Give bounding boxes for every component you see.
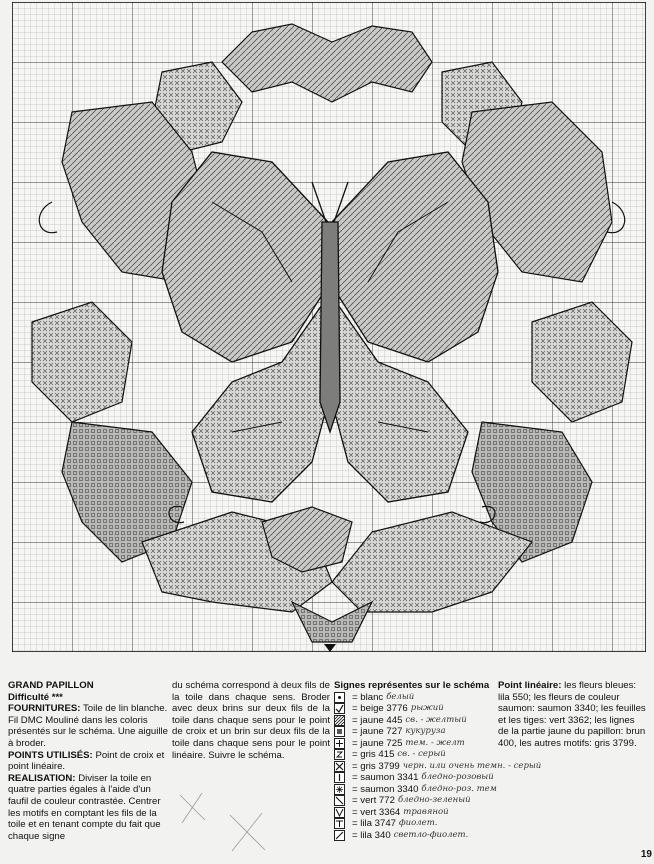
legend-item: = jaune 727 кукуруза [334,726,496,738]
instructions-continued: du schéma correspond à deux fils de la toile dans chaque sens. Broder avec deux brins sur deux fils de la toile dans chaque sens pour le point de croix et un brin sur deux fils de la toile dans chaque sens pour le point linéaire. Suivre le schéma. [172,680,330,761]
instructions-label: REALISATION: [8,772,76,784]
supplies-text: Toile de lin blanche. Fil DMC Mouliné dans les coloris présentés sur le schéma. Une aiguille à broder. [8,703,168,749]
handwritten-note: кукуруза [405,726,446,737]
handwritten-note: тем. - желт [405,737,465,748]
linear-stitch-column [498,680,646,750]
supplies [8,703,168,749]
stitches [8,750,168,773]
symbol-hatch-icon [334,715,345,726]
symbol-diagonal-icon [334,830,345,841]
symbol-t-icon [334,818,345,829]
legend-item: = vert 772 бледно-зеленый [334,795,496,807]
legend-item: = lila 340 светло-фиолет. [334,830,496,842]
legend-item: = saumon 3341 бледно-розовый [334,772,496,784]
linear-stitch-text: les fleurs bleues: lila 550; les fleurs de couleur saumon: saumon 3340; les feuilles et les tiges: vert 3362; les lignes de la partie jaune du papillon: brun 400, les autres motifs: gris 3799. [498,680,646,749]
handwritten-note: бледно-зеленый [397,795,471,806]
handwritten-note: белый [386,691,415,702]
symbol-cross-icon [334,761,345,772]
legend-item: = saumon 3340 бледно-роз. тем [334,784,496,796]
handwritten-note: бледно-роз. тем [421,783,497,794]
linear-stitch [498,680,646,750]
stitches-text: Point de croix et point linéaire. [8,749,165,773]
legend-list [334,691,542,842]
continuation-column [172,680,330,761]
handwritten-note: травяной [403,806,449,817]
symbol-dot-icon [334,692,345,703]
legend-item: = jaune 725 тем. - желт [334,738,496,750]
legend-item: = jaune 445 св. - желтый [334,715,496,727]
handwritten-note: светло-фиолет. [393,829,469,840]
legend-item: = vert 3364 травяной [334,807,496,819]
stitches-label: POINTS UTILISÉS: [8,749,93,761]
instructions [8,773,168,843]
symbol-star-icon [334,784,345,795]
legend-heading: Signes représentes sur le schéma [334,680,490,691]
legend-item: = beige 3776 рыжий [334,703,496,715]
symbol-z-icon [334,749,345,760]
pencil-marks [170,775,280,855]
supplies-label: FOURNITURES: [8,703,81,715]
handwritten-note: рыжий [410,703,444,714]
chart-grid [12,2,646,652]
symbol-v-icon [334,807,345,818]
cross-stitch-chart [12,2,646,652]
symbol-bar-icon [334,772,345,783]
symbol-backslash-icon [334,795,345,806]
handwritten-note: бледно-розовый [421,772,494,783]
instructions-text: Diviser la toile en quatre parties égales à l'aide d'un faufil de couleur contrastée. Centrer les motifs en comptant les fils de la toile et en tenant compte du fait que chaque signe [8,772,161,842]
legend-item: = lila 3747 фиолет. [334,818,496,830]
handwritten-note: черн. или очень темн. - серый [402,760,542,771]
symbol-check-icon [334,703,345,714]
symbol-square-icon [334,726,345,737]
legend-item: = gris 415 св. - серый [334,749,496,761]
page-number: 19 [640,849,652,860]
symbol-plus-icon [334,738,345,749]
linear-stitch-label: Point linéaire: [498,680,562,691]
legend-item: = gris 3799 черн. или очень темн. - серый [334,761,496,773]
pattern-title: GRAND PAPILLON [8,680,94,691]
handwritten-note: св. - желтый [405,714,467,725]
difficulty: Difficulté *** [8,691,63,703]
intro-column [8,680,168,842]
handwritten-note: св. - серый [397,749,446,760]
legend-item: = blanc белый [334,692,496,704]
handwritten-note: фиолет. [399,818,438,829]
